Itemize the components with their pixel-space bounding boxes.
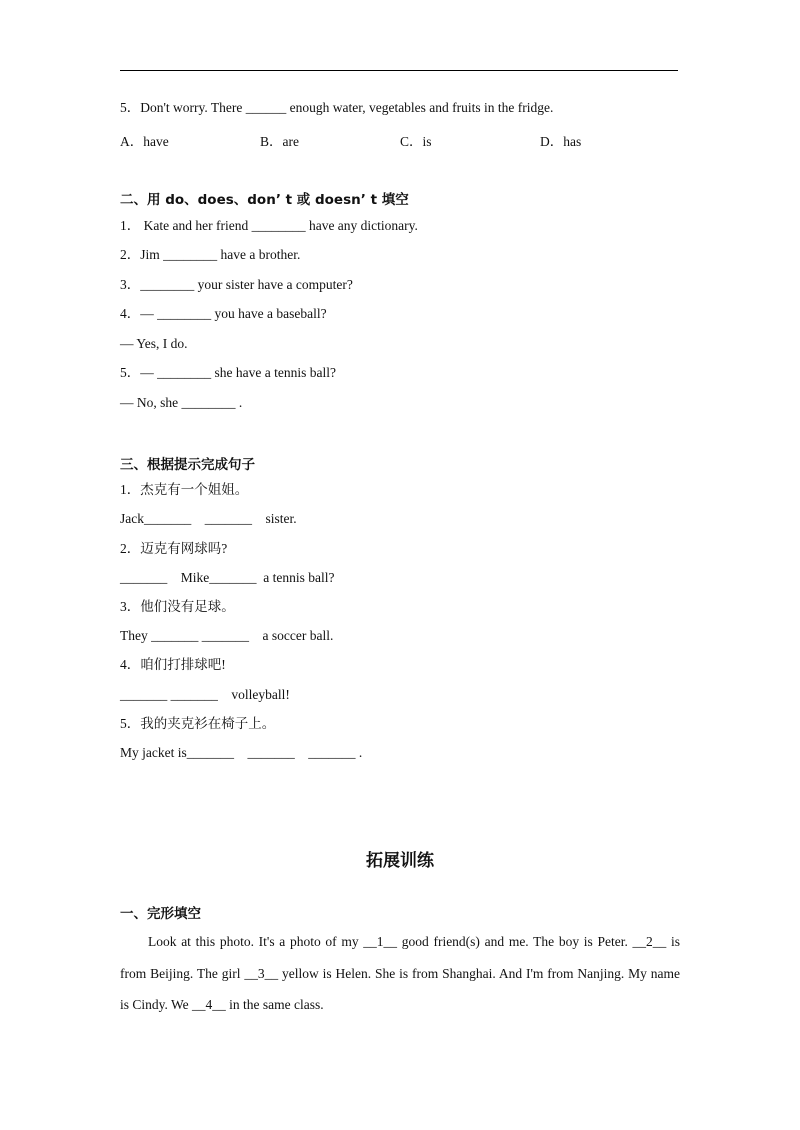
prompt-chinese: 1．杰克有一个姐姐。 bbox=[120, 482, 249, 497]
prompt-chinese: 3．他们没有足球。 bbox=[120, 599, 235, 614]
question-5: 5．Don't worry. There ______ enough water, vegetables and fruits in the fridge. bbox=[120, 100, 554, 115]
sentence-blank: Jack_______ _______ sister. bbox=[120, 511, 297, 526]
fill-item: 3．________ your sister have a computer? bbox=[120, 277, 353, 292]
section-heading-3: 三、根据提示完成句子 bbox=[120, 457, 255, 473]
option-a: A．have bbox=[120, 134, 169, 149]
fill-item: 2．Jim ________ have a brother. bbox=[120, 247, 301, 262]
section-heading-cloze: 一、完形填空 bbox=[120, 906, 201, 922]
cloze-passage: Look at this photo. It's a photo of my __1__ good friend(s) and me. The boy is Peter. __2__ is from Beijing. The girl __3__ yellow is Helen. She is from Shanghai. And I'm from Nanjing. My name is Cindy. We __4__ in the same class. bbox=[120, 934, 680, 1012]
option-d: D．has bbox=[540, 134, 582, 149]
option-b: B．are bbox=[260, 134, 299, 149]
prompt-chinese: 2．迈克有网球吗? bbox=[120, 541, 228, 556]
fill-item: — Yes, I do. bbox=[120, 336, 188, 351]
sentence-blank: _______ _______ volleyball! bbox=[120, 687, 290, 702]
section-heading-2: 二、用 do、does、don’ t 或 doesn’ t 填空 bbox=[120, 192, 409, 208]
sentence-blank: They _______ _______ a soccer ball. bbox=[120, 628, 334, 643]
page-title: 拓展训练 bbox=[366, 851, 434, 871]
fill-item: — No, she ________ . bbox=[120, 395, 243, 410]
prompt-chinese: 4．咱们打排球吧! bbox=[120, 657, 226, 672]
fill-item: 5．— ________ she have a tennis ball? bbox=[120, 365, 336, 380]
fill-item: 1． Kate and her friend ________ have any dictionary. bbox=[120, 218, 418, 233]
sentence-blank: _______ Mike_______ a tennis ball? bbox=[120, 570, 335, 585]
header-rule bbox=[120, 70, 678, 71]
sentence-blank: My jacket is_______ _______ _______ . bbox=[120, 745, 363, 760]
option-c: C．is bbox=[400, 134, 432, 149]
prompt-chinese: 5．我的夹克衫在椅子上。 bbox=[120, 716, 276, 731]
fill-item: 4．— ________ you have a baseball? bbox=[120, 306, 327, 321]
